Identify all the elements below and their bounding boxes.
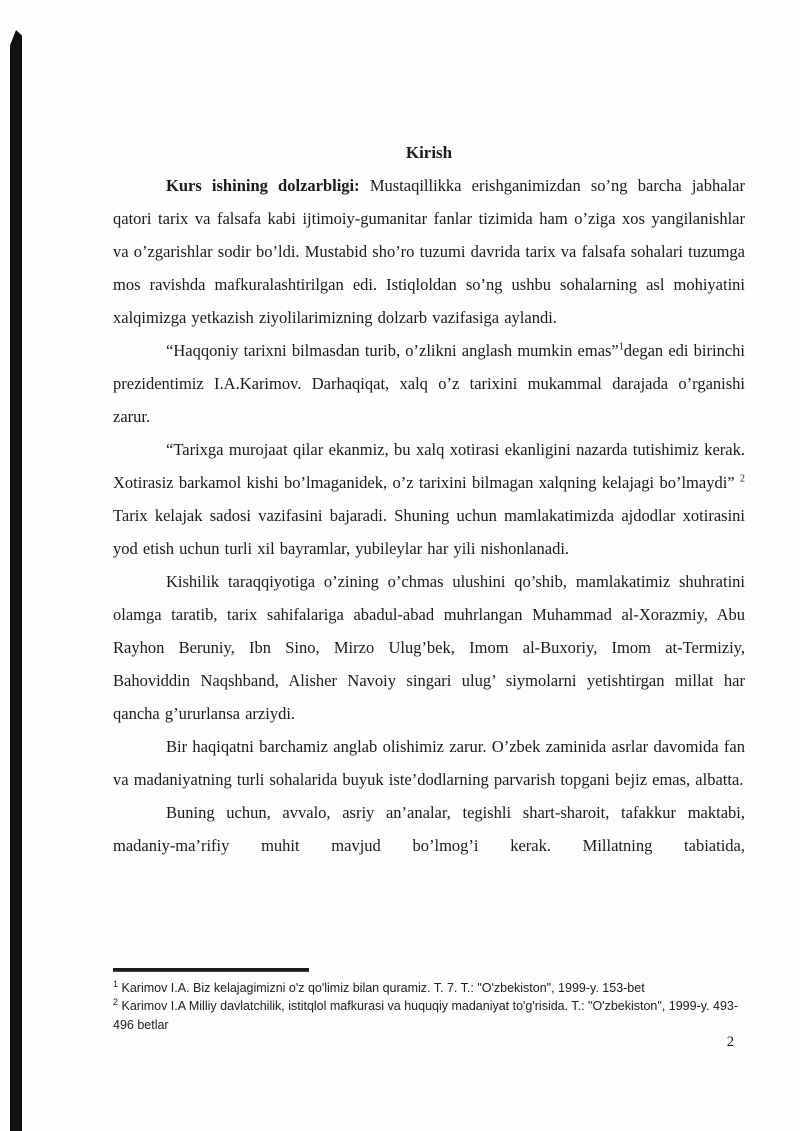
paragraph-6 [113, 796, 745, 862]
page-title: Kirish [405, 143, 453, 162]
paragraph-1-bold-lead: Kurs ishining dolzarbligi: [166, 176, 360, 195]
footnote-2 [113, 997, 749, 1034]
paragraph-3 [113, 433, 745, 565]
footnote-2-text: Karimov I.A Milliy davlatchilik, istitqlol mafkurasi va huquqiy madaniyat to'g'risida. T.: "O'zbekiston", 1999-y. 493-496 betlar [113, 999, 739, 1032]
footnote-1 [113, 979, 749, 998]
paragraph-6-text: Buning uchun, avvalo, asriy an’analar, tegishli shart-sharoit, tafakkur maktabi, madaniy-ma’rifiy muhit mavjud bo’lmog’i kerak. Millatning tabiatida, [113, 803, 745, 855]
paragraph-4 [113, 565, 745, 730]
footnote-1-marker: 1 [113, 978, 119, 989]
paragraph-1-text: Mustaqillikka erishganimizdan so’ng barcha jabhalar qatori tarix va falsafa kabi ijtimoiy-gumanitar fanlar tizimida ham o’ziga xos yangilanishlar va o’zgarishlar sodir bo’ldi. Mustabid sho’ro tuzumi davrida tarix va falsafa sohalari tuzumga mos ravishda mafkuralashtirilgan edi. Istiqloldan so’ng ushbu sohalarning asl mohiyatini xalqimizga yetkazish ziyolilarimizning dolzarb vazifasiga aylandi. [113, 176, 745, 327]
paragraph-5 [113, 730, 745, 796]
footnote-separator [113, 968, 309, 972]
paragraph-3-text-after: Tarix kelajak sadosi vazifasini bajaradi. Shuning uchun mamlakatimizda ajdodlar xotirasini yod etish uchun turli xil bayramlar, yubileylar har yili nishonlanadi. [113, 506, 745, 558]
paragraph-4-text: Kishilik taraqqiyotiga o’zining o’chmas ulushini qo’shib, mamlakatimiz shuhratini olamga taratib, tarix sahifalariga abadul-abad muhrlangan Muhammad al-Xorazmiy, Abu Rayhon Beruniy, Ibn Sino, Mirzo Ulug’bek, Imom al-Buxoriy, Imom at-Termiziy, Bahoviddin Naqshband, Alisher Navoiy singari ulug’ siymolarni yetishtirgan millat har qancha g’ururlansa arziydi. [113, 572, 745, 723]
footnote-1-text: Karimov I.A. Biz kelajagimizni o'z qo'limiz bilan quramiz. T. 7. T.: "O'zbekiston", 1999-y. 153-bet [118, 980, 645, 995]
paragraph-2-text-after: degan edi birinchi prezidentimiz I.A.Karimov. Darhaqiqat, xalq o’z tarixini mukammal darajada o’rganishi zarur. [113, 341, 745, 426]
footnote-2-marker: 2 [113, 996, 119, 1007]
footnote-ref-1: 1 [618, 341, 624, 353]
paragraph-5-text: Bir haqiqatni barchamiz anglab olishimiz zarur. O’zbek zaminida asrlar davomida fan va madaniyatning turli sohalarida buyuk iste’dodlarning parvarish topgani bejiz emas, albatta. [113, 737, 745, 789]
paragraph-3-text: “Tarixga murojaat qilar ekanmiz, bu xalq xotirasi ekanligini nazarda tutishimiz kerak. Xotirasiz barkamol kishi bo’lmaganidek, o’z tarixini bilmagan xalqning kelajagi bo’lmaydi” [113, 440, 745, 492]
footnote-ref-2: 2 [740, 473, 745, 485]
paragraph-2-text: “Haqqoniy tarixni bilmasdan turib, o’zlikni anglash mumkin emas” [166, 341, 619, 360]
scan-edge-artifact [10, 30, 22, 1131]
paragraph-1 [113, 169, 745, 334]
page-number: 2 [726, 1034, 734, 1050]
footnotes-section [113, 968, 749, 1034]
paragraph-2 [113, 334, 745, 433]
document-body [113, 136, 745, 862]
